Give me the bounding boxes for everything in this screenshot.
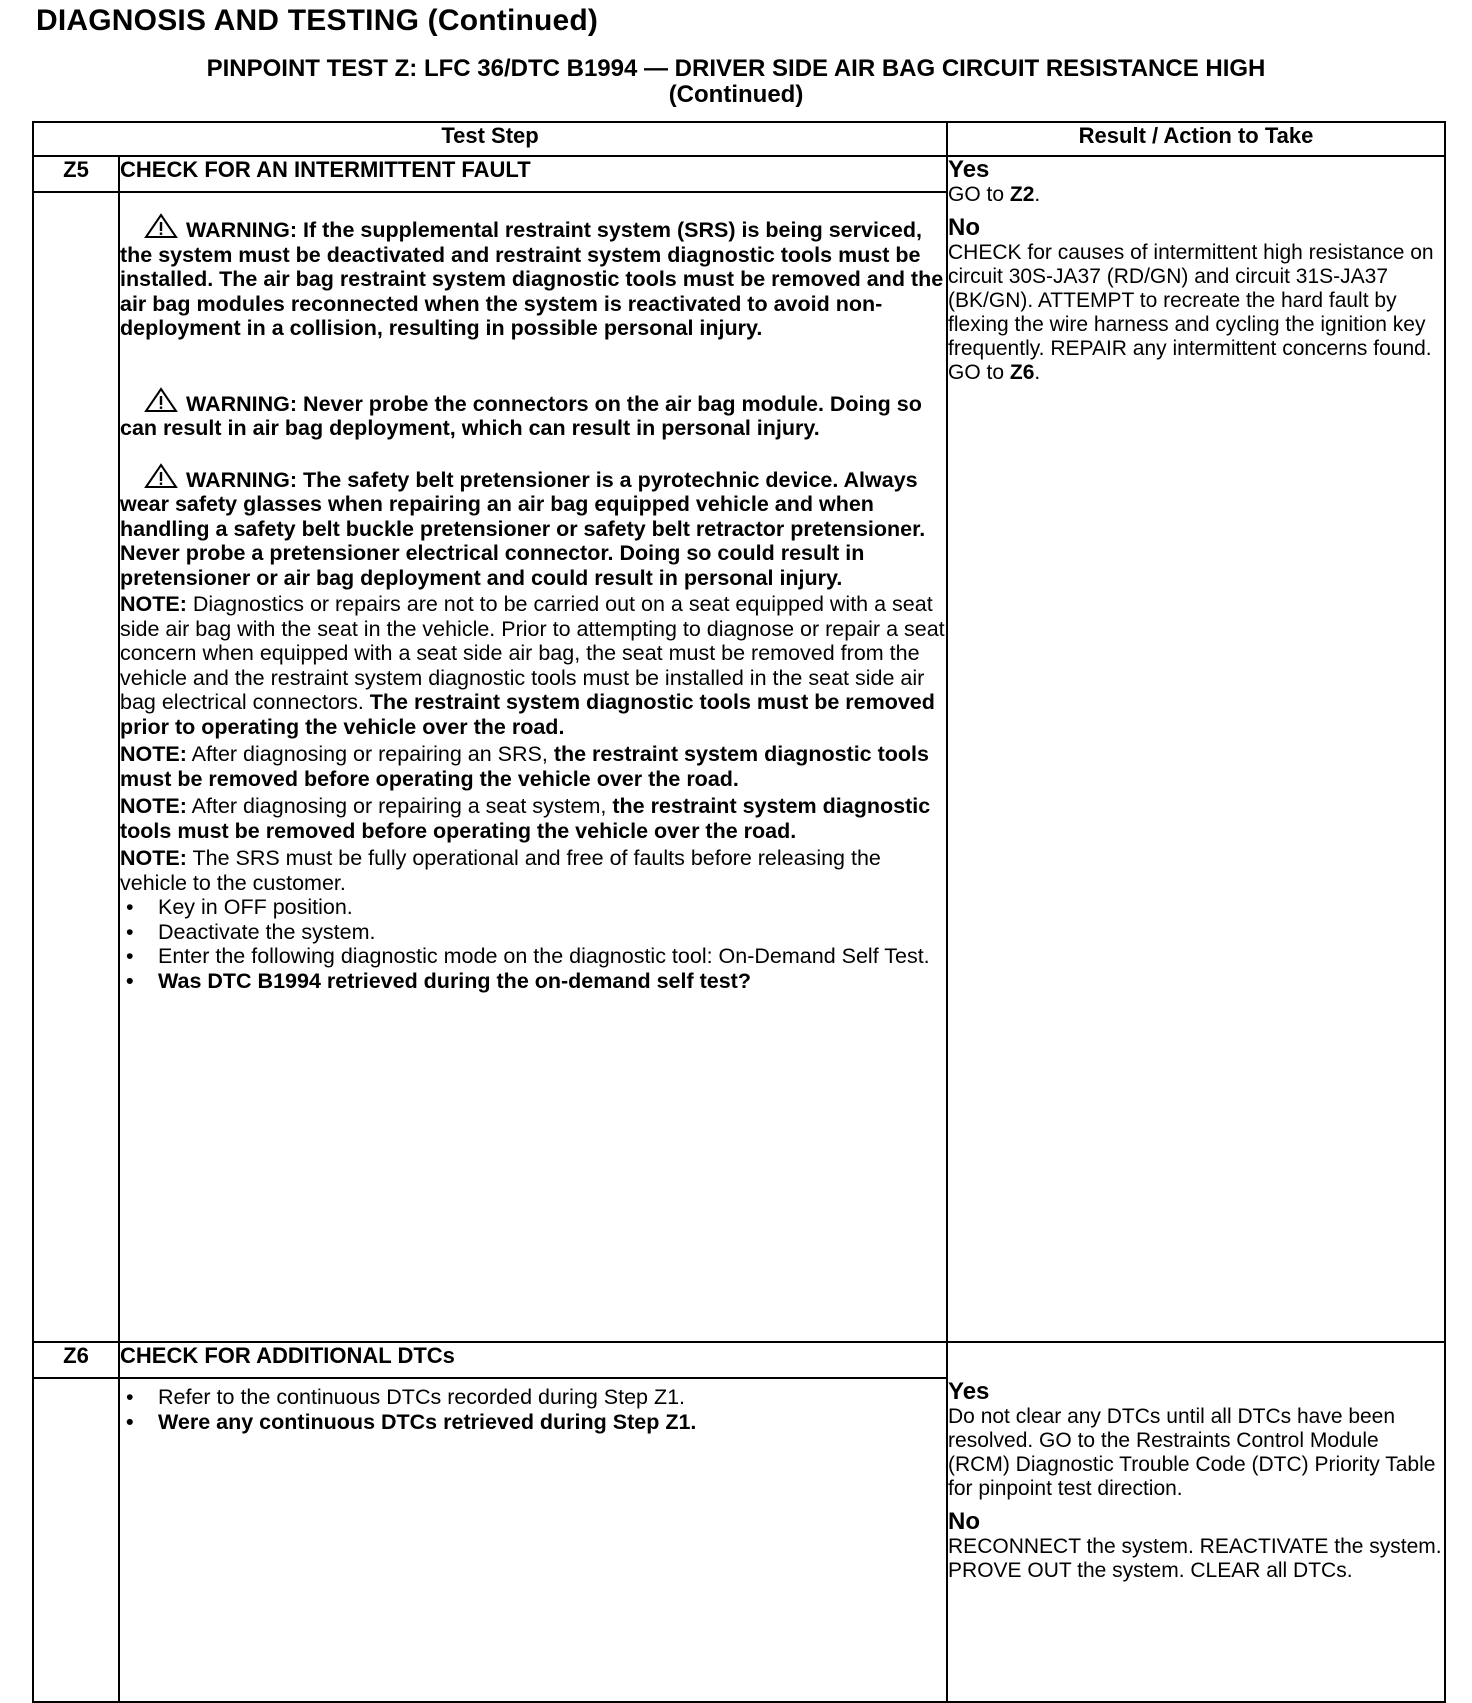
page-title: DIAGNOSIS AND TESTING (Continued) — [36, 4, 599, 37]
z5-no-text: CHECK for causes of intermittent high resistance on circuit 30S-JA37 (RD/GN) and circuit 31S-JA37 (BK/GN). ATTEMPT to recreate the hard fault by flexing the wire harness and cycling the ignition key frequently. REPAIR any intermittent concerns found. GO to — [948, 241, 1434, 384]
pinpoint-test-title — [0, 56, 1472, 108]
z5-yes-action — [948, 183, 1444, 207]
z5-no-ref: Z6 — [1009, 361, 1035, 384]
warning-triangle-icon — [144, 213, 178, 239]
note-3-text: After diagnosing or repairing a seat system, — [186, 794, 613, 818]
z5-no-end: . — [1034, 361, 1041, 384]
list-item: • Deactivate the system. — [120, 920, 946, 945]
z5-yes-end: . — [1034, 183, 1041, 206]
step-z5-title-row — [33, 156, 1445, 192]
note-2-text: After diagnosing or repairing an SRS, — [186, 742, 554, 766]
note-1 — [120, 592, 946, 739]
table-header-row — [33, 122, 1445, 156]
note-4-text: The SRS must be fully operational and free of faults before releasing the vehicle to the customer. — [120, 846, 881, 895]
note-4-label: NOTE: — [120, 846, 187, 870]
note-2 — [120, 742, 946, 791]
note-3 — [120, 794, 946, 843]
warning-triangle-icon — [144, 463, 178, 489]
z5-yes-text: GO to — [948, 183, 1010, 206]
note-3-bold: the restraint system diagnostic tools must be removed before operating the vehicle over the road. — [120, 794, 931, 843]
z6-yes-label: Yes — [948, 1378, 990, 1405]
step-z5-result — [947, 156, 1445, 1342]
note-1-label: NOTE: — [120, 592, 187, 616]
step-z5-title: CHECK FOR AN INTERMITTENT FAULT — [119, 156, 947, 192]
note-1-text: Diagnostics or repairs are not to be carried out on a seat equipped with a seat side air bag with the seat in the vehicle. Prior to attempting to diagnose or repair a seat concern when equipped with a seat side air bag, the seat must be removed from the vehicle and the restraint system diagnostic tools must be installed in the seat side air bag electrical connectors. — [120, 592, 945, 714]
step-z5-number: Z5 — [33, 156, 119, 192]
list-item-question: • Was DTC B1994 retrieved during the on-demand self test? — [120, 969, 946, 994]
z6-no-label: No — [948, 1508, 981, 1535]
step-z6-title: CHECK FOR ADDITIONAL DTCs — [119, 1342, 947, 1378]
step-z6-number: Z6 — [33, 1342, 119, 1378]
note-3-label: NOTE: — [120, 794, 187, 818]
list-item: • Key in OFF position. — [120, 895, 946, 920]
list-item: • Refer to the continuous DTCs recorded during Step Z1. — [120, 1385, 946, 1410]
result-action-header: Result / Action to Take — [947, 122, 1445, 156]
z5-yes-label: Yes — [948, 156, 990, 183]
pinpoint-test-table — [32, 121, 1446, 1703]
note-4 — [120, 846, 946, 895]
z6-yes-action: Do not clear any DTCs until all DTCs have been resolved. GO to the Restraints Control Module (RCM) Diagnostic Trouble Code (DTC) Priority Table for pinpoint test direction. — [948, 1405, 1436, 1500]
note-2-bold: the restraint system diagnostic tools must be removed before operating the vehicle over the road. — [120, 742, 929, 791]
z6-no-action: RECONNECT the system. REACTIVATE the system. PROVE OUT the system. CLEAR all DTCs. — [948, 1535, 1442, 1582]
step-z6-title-row — [33, 1342, 1445, 1378]
z5-no-action — [948, 241, 1444, 385]
test-title-line-1: PINPOINT TEST Z: LFC 36/DTC B1994 — DRIVER SIDE AIR BAG CIRCUIT RESISTANCE HIGH — [206, 55, 1266, 82]
note-1-bold: The restraint system diagnostic tools must be removed prior to operating the vehicle over the road. — [120, 690, 935, 739]
list-item: • Enter the following diagnostic mode on the diagnostic tool: On-Demand Self Test. — [120, 944, 946, 969]
warning-1 — [120, 213, 946, 341]
list-item-question: • Were any continuous DTCs retrieved during Step Z1. — [120, 1410, 946, 1435]
note-2-label: NOTE: — [120, 742, 187, 766]
warning-2 — [120, 387, 946, 441]
test-step-header: Test Step — [33, 122, 947, 156]
step-z5-number-spacer — [33, 192, 119, 1342]
step-z6-body — [119, 1378, 947, 1702]
warning-3-text: WARNING: The safety belt pretensioner is a pyrotechnic device. Always wear safety glasses when repairing an air bag equipped vehicle and when handling a safety belt buckle pretensioner or safety belt retractor pretensioner. Never probe a pretensioner electrical connector. Doing so could result in pretensioner or air bag deployment and could result in personal injury. — [120, 467, 926, 590]
step-z6-result — [947, 1342, 1445, 1702]
warning-1-text: WARNING: If the supplemental restraint system (SRS) is being serviced, the system must be deactivated and restraint system diagnostic tools must be installed. The air bag restraint system diagnostic tools must be removed and the air bag modules reconnected when the system is reactivated to avoid non-deployment in a collision, resulting in possible personal injury. — [120, 218, 944, 340]
warning-2-text: WARNING: Never probe the connectors on the air bag module. Doing so can result in air bag deployment, which can result in personal injury. — [120, 391, 922, 440]
warning-3 — [120, 463, 946, 591]
test-title-line-2: (Continued) — [668, 81, 804, 108]
z6-step-list — [120, 1385, 946, 1434]
warning-triangle-icon — [144, 387, 178, 413]
z5-yes-ref: Z2 — [1009, 183, 1035, 206]
step-z6-number-spacer — [33, 1378, 119, 1702]
step-z5-body — [119, 192, 947, 1342]
z5-no-label: No — [948, 214, 981, 241]
z5-step-list — [120, 895, 946, 993]
